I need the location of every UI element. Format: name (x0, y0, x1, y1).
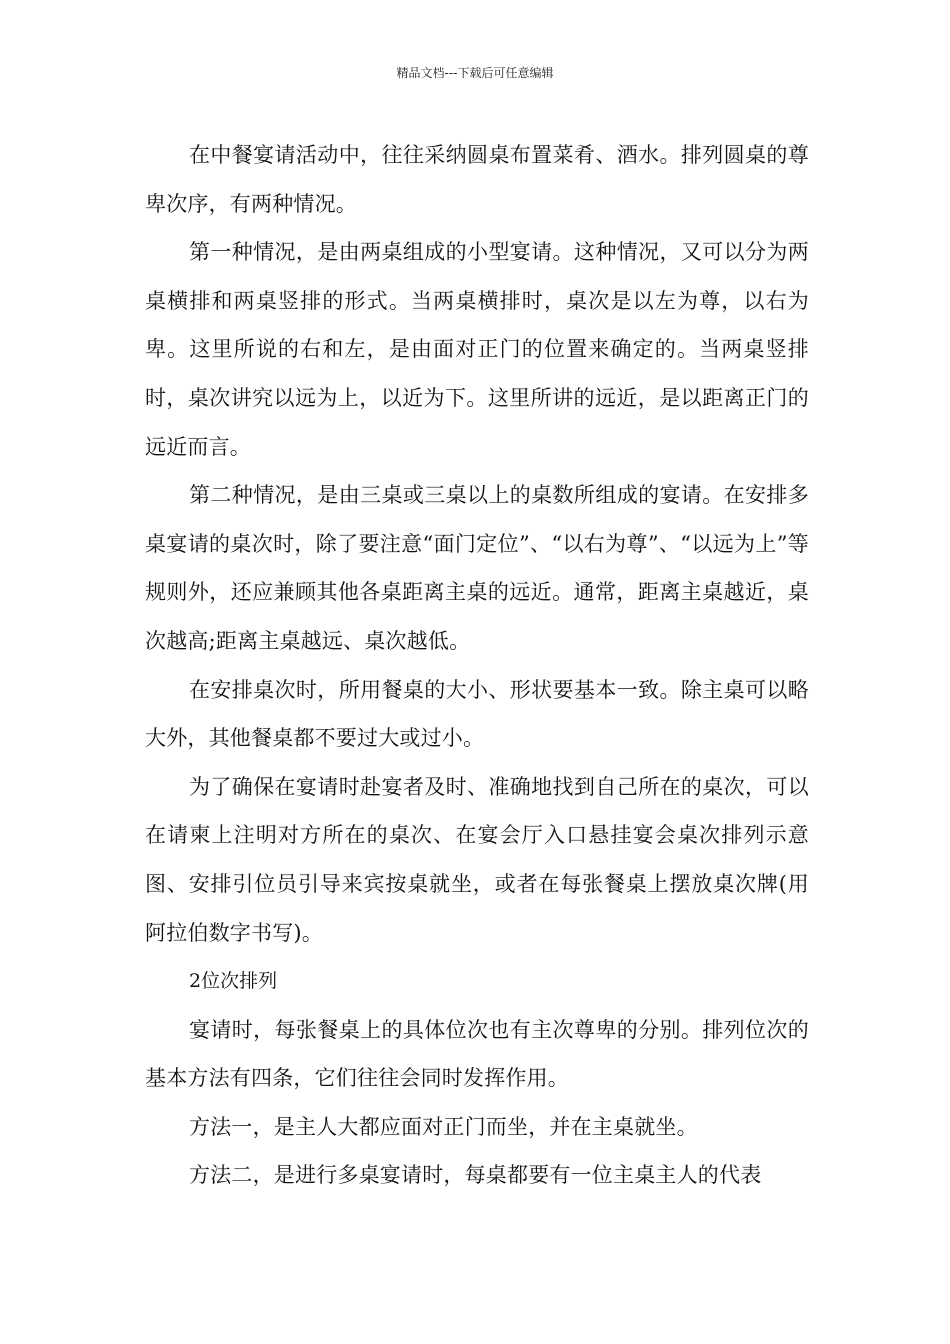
paragraph-4: 在安排桌次时，所用餐桌的大小、形状要基本一致。除主桌可以略大外，其他餐桌都不要过大或过小。 (145, 677, 809, 751)
paragraph-1: 在中餐宴请活动中，往往采纳圆桌布置菜肴、酒水。排列圆桌的尊卑次序，有两种情况。 (145, 143, 809, 216)
paragraph-5: 为了确保在宴请时赴宴者及时、准确地找到自己所在的桌次，可以在请柬上注明对方所在的桌次、在宴会厅入口悬挂宴会桌次排列示意图、安排引位员引导来宾按桌就坐，或者在每张餐桌上摆放桌次牌(用阿拉伯数字书写)。 (145, 774, 809, 945)
paragraph-8: 方法二，是进行多桌宴请时，每桌都要有一位主桌主人的代表 (189, 1163, 762, 1188)
paragraph-6: 宴请时，每张餐桌上的具体位次也有主次尊卑的分别。排列位次的基本方法有四条，它们往往会同时发挥作用。 (145, 1017, 809, 1091)
paragraph-7: 方法一，是主人大都应面对正门而坐，并在主桌就坐。 (189, 1114, 698, 1139)
page-header: 精品文档---下载后可任意编辑 (396, 66, 554, 80)
document-body (145, 131, 809, 1200)
paragraph-3: 第二种情况，是由三桌或三桌以上的桌数所组成的宴请。在安排多桌宴请的桌次时，除了要注意“面门定位”、“以右为尊”、“以远为上”等规则外，还应兼顾其他各桌距离主桌的远近。通常，距离主桌越近，桌次越高;距离主桌越远、桌次越低。 (145, 483, 809, 653)
paragraph-2: 第一种情况，是由两桌组成的小型宴请。这种情况，又可以分为两桌横排和两桌竖排的形式。当两桌横排时，桌次是以左为尊，以右为卑。这里所说的右和左，是由面对正门的位置来确定的。当两桌竖排时，桌次讲究以远为上，以近为下。这里所讲的远近，是以距离正门的远近而言。 (145, 240, 809, 459)
section-heading: 2位次排列 (189, 970, 278, 993)
